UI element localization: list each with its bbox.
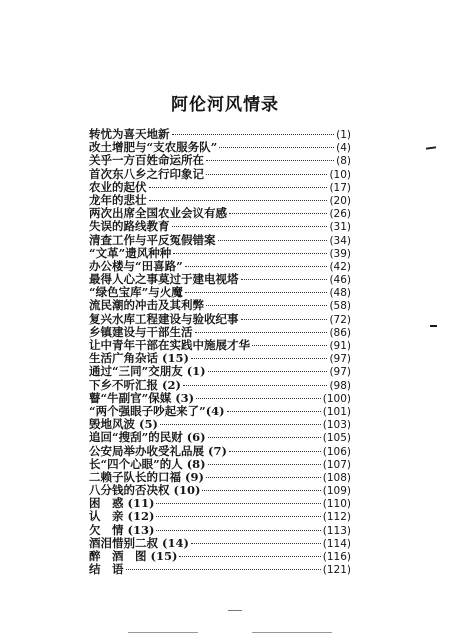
entry-title: “两个强眼子吵起来了”(4) (89, 403, 225, 418)
dot-leader (196, 398, 321, 399)
entry-page-number: (98) (329, 379, 351, 392)
entry-title: 清查工作与平反冤假错案 (89, 232, 216, 247)
entry-title: 复兴水库工程建设与验收纪事 (89, 311, 239, 326)
dot-leader (156, 503, 320, 504)
entry-page-number: (20) (329, 194, 351, 207)
scan-edge-line (252, 632, 332, 633)
entry-page-number: (48) (329, 287, 351, 300)
dot-leader (229, 451, 321, 452)
dot-leader (179, 556, 320, 557)
entry-title: 生活广角杂话 (15) (89, 351, 189, 366)
entry-page-number: (31) (329, 221, 351, 234)
entry-title: 首次东八乡之行印象记 (89, 166, 204, 181)
page-title: 阿伦河风情录 (171, 95, 279, 115)
dot-leader (126, 569, 321, 570)
entry-page-number: (110) (322, 498, 351, 511)
entry-page-number: (72) (329, 313, 351, 326)
entry-page-number: (107) (322, 458, 351, 471)
entry-page-number: (114) (322, 537, 351, 550)
dot-leader (206, 174, 327, 175)
entry-title: 关乎一方百姓命运所在 (89, 153, 204, 168)
dot-leader (149, 187, 328, 188)
entry-title: 困 惑 (11) (89, 496, 155, 511)
dot-leader (241, 319, 328, 320)
entry-title: 下乡不听汇报 (2) (89, 377, 181, 392)
dot-leader (185, 292, 328, 293)
entry-page-number: (58) (329, 300, 351, 313)
entry-page-number: (100) (322, 392, 351, 405)
entry-title: 两次出席全国农业会议有感 (89, 206, 227, 221)
toc-entry[interactable] (89, 445, 351, 458)
entry-title: 转忧为喜天地新 (89, 127, 170, 141)
toc-entry[interactable] (89, 379, 351, 392)
dot-leader (208, 437, 321, 438)
entry-page-number: (42) (329, 260, 351, 273)
entry-page-number: (91) (329, 340, 351, 352)
toc-entry[interactable] (89, 154, 351, 167)
dot-leader (156, 530, 320, 531)
toc-entry[interactable] (89, 365, 351, 378)
entry-title: 通过“三同”交朋友 (1) (89, 364, 206, 379)
scan-edge-line (128, 632, 198, 633)
entry-title: 醉 酒 图 (15) (89, 549, 178, 563)
scan-speck (426, 146, 436, 149)
dot-leader (149, 200, 328, 201)
entry-title: 欠 情 (13) (89, 522, 155, 537)
toc-entry[interactable] (89, 550, 351, 563)
entry-title: 农业的起伏 (89, 179, 147, 194)
toc-entry[interactable] (89, 168, 351, 181)
toc-entry[interactable] (89, 392, 351, 405)
dot-leader (185, 266, 328, 267)
dot-leader (173, 253, 327, 254)
entry-page-number: (105) (322, 432, 351, 445)
dot-leader (229, 213, 327, 214)
entry-page-number: (97) (329, 366, 351, 379)
entry-page-number: (26) (329, 208, 351, 221)
entry-page-number: (10) (329, 168, 351, 181)
entry-title: 八分钱的否决权 (10) (89, 483, 201, 498)
dot-leader (195, 332, 328, 333)
entry-title: 酒泪惜别二叔 (14) (89, 535, 189, 550)
entry-page-number: (112) (322, 511, 351, 524)
entry-page-number: (17) (329, 181, 351, 194)
entry-title: 二赖子队长的口福 (9) (89, 469, 204, 484)
entry-page-number: (108) (322, 471, 351, 484)
dot-leader (191, 543, 321, 544)
scan-speck (228, 610, 242, 611)
toc-entry[interactable] (89, 234, 351, 247)
dot-leader (202, 490, 320, 491)
entry-title: 流民潮的冲击及其利弊 (89, 298, 204, 313)
dot-leader (218, 240, 328, 241)
table-of-contents (89, 128, 351, 576)
entry-title: “文革”遗风种种 (89, 245, 172, 260)
dot-leader (156, 516, 320, 517)
entry-title: 瞽“牛副官”保媒 (3) (89, 390, 195, 405)
entry-title: 认 亲 (12) (89, 509, 155, 524)
toc-entry[interactable] (89, 247, 351, 260)
entry-title: 办公楼与“田喜路” (89, 258, 183, 273)
dot-leader (208, 371, 328, 372)
entry-title: 改土增肥与“支农服务队” (89, 140, 218, 155)
dot-leader (227, 411, 321, 412)
entry-page-number: (97) (329, 353, 351, 366)
entry-title: 结 语 (89, 562, 124, 577)
dot-leader (206, 160, 334, 161)
toc-entry[interactable] (89, 181, 351, 194)
entry-page-number: (34) (329, 234, 351, 247)
dot-leader (183, 385, 328, 386)
entry-title: 毁地风波 (5) (89, 417, 158, 432)
dot-leader (252, 345, 327, 346)
entry-title: 龙年的悲壮 (89, 192, 147, 207)
entry-page-number: (4) (336, 142, 351, 155)
entry-title: 乡镇建设与干部生活 (89, 324, 193, 339)
entry-page-number: (1) (336, 129, 351, 141)
toc-entry[interactable] (89, 220, 351, 233)
entry-page-number: (8) (336, 155, 351, 168)
dot-leader (241, 279, 328, 280)
dot-leader (172, 134, 335, 135)
entry-page-number: (86) (329, 326, 351, 339)
entry-title: 追回“搜刮”的民财 (6) (89, 430, 206, 445)
entry-page-number: (103) (322, 419, 351, 432)
entry-title: 最得人心之事莫过于建电视塔 (89, 272, 239, 287)
entry-title: 长“四个心眼”的人 (8) (89, 456, 206, 471)
entry-page-number: (46) (329, 274, 351, 287)
toc-entry[interactable] (89, 524, 351, 537)
entry-page-number: (106) (322, 445, 351, 458)
dot-leader (191, 358, 328, 359)
entry-page-number: (113) (322, 524, 351, 537)
entry-title: “绿色宝库”与火魔 (89, 285, 183, 300)
dot-leader (206, 477, 321, 478)
entry-title: 公安局举办收受礼品展 (7) (89, 443, 227, 458)
toc-entry[interactable] (89, 431, 351, 444)
toc-entry[interactable] (89, 299, 351, 312)
toc-entry[interactable] (89, 313, 351, 326)
entry-page-number: (101) (322, 405, 351, 418)
entry-page-number: (121) (322, 564, 351, 577)
dot-leader (206, 305, 327, 306)
entry-page-number: (116) (322, 551, 351, 563)
dot-leader (219, 147, 334, 148)
entry-page-number: (109) (322, 485, 351, 498)
scan-speck (430, 325, 437, 327)
toc-entry[interactable] (89, 563, 351, 576)
entry-title: 失误的路线教育 (89, 219, 170, 234)
dot-leader (160, 424, 321, 425)
dot-leader (208, 464, 321, 465)
toc-entry[interactable] (89, 510, 351, 523)
entry-page-number: (39) (329, 247, 351, 260)
entry-title: 让中青年干部在实践中施展才华 (89, 338, 250, 352)
dot-leader (172, 226, 328, 227)
toc-entry[interactable] (89, 458, 351, 471)
